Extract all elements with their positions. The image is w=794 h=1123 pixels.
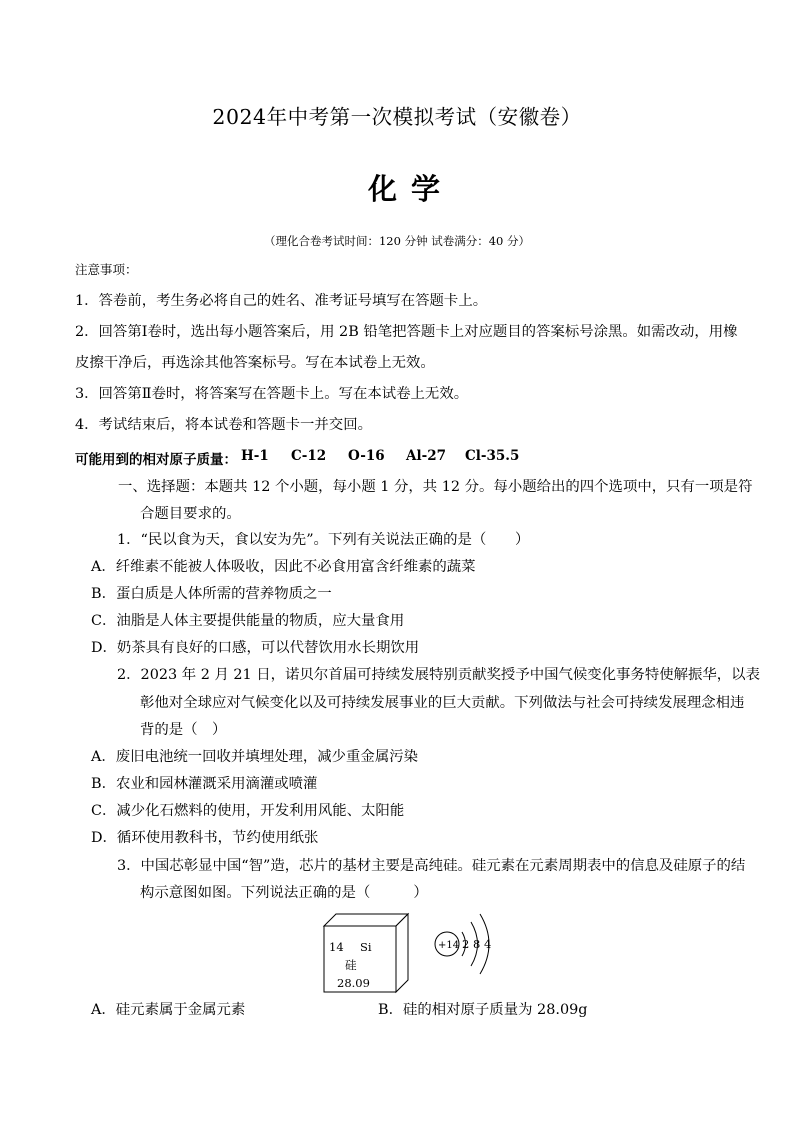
section-heading: 一、选择题：本题共 12 个小题，每小题 1 分，共 12 分。每小题给出的四个选项中，只有一项是符 xyxy=(118,479,753,495)
atomic-mass-c: C-12 xyxy=(291,448,327,464)
atomic-mass-h: H-1 xyxy=(241,448,269,464)
question-3-option-a: A．硅元素属于金属元素 xyxy=(91,1002,246,1018)
note-item-4: 4．考试结束后，将本试卷和答题卡一并交回。 xyxy=(75,417,372,433)
exam-title: 2024年中考第一次模拟考试（安徽卷） xyxy=(212,105,582,129)
question-2-stem-cont-2: 背的是（ ） xyxy=(140,722,227,738)
note-item-2: 2．回答第Ⅰ卷时，选出每小题答案后，用 2B 铅笔把答题卡上对应题目的答案标号涂黑。如需改动，用橡 xyxy=(75,324,738,340)
note-item-3: 3．回答第Ⅱ卷时，将答案写在答题卡上。写在本试卷上无效。 xyxy=(75,386,469,402)
element-symbol: Si xyxy=(360,940,372,954)
question-1-option-d: D．奶茶具有良好的口感，可以代替饮用水长期饮用 xyxy=(91,640,420,656)
question-2-option-d: D．循环使用教科书，节约使用纸张 xyxy=(91,830,319,846)
atom-structure xyxy=(435,914,491,974)
question-2-stem-cont-1: 彰他对全球应对气候变化以及可持续发展事业的巨大贡献。下列做法与社会可持续发展理念相违 xyxy=(140,695,745,711)
element-mass: 28.09 xyxy=(337,976,370,990)
question-3-option-b: B．硅的相对原子质量为 28.09g xyxy=(378,1002,588,1018)
question-2-option-a: A．废旧电池统一回收并填埋处理，减少重金属污染 xyxy=(91,749,418,765)
question-1-stem: 1．“民以食为天，食以安为先”。下列有关说法正确的是（ ） xyxy=(117,532,530,548)
section-heading-cont: 合题目要求的。 xyxy=(140,506,241,522)
subject-title: 化学 xyxy=(367,172,454,206)
shell-electrons-2: 8 xyxy=(473,937,481,951)
atom-nucleus-charge: +14 xyxy=(438,940,460,951)
question-1-option-a: A．纤维素不能被人体吸收，因此不必食用富含纤维素的蔬菜 xyxy=(91,559,476,575)
question-3-stem-cont: 构示意图如图。下列说法正确的是（ ） xyxy=(140,885,428,901)
shell-electrons-3: 4 xyxy=(484,937,492,951)
shell-electrons-1: 2 xyxy=(462,937,470,951)
question-1-option-b: B．蛋白质是人体所需的营养物质之一 xyxy=(91,586,332,602)
note-item-2-cont: 皮擦干净后，再选涂其他答案标号。写在本试卷上无效。 xyxy=(75,355,435,371)
silicon-figure-svg xyxy=(316,908,506,994)
question-3-stem: 3．中国芯彰显中国“智”造，芯片的基材主要是高纯硅。硅元素在元素周期表中的信息及硅原子的结 xyxy=(117,858,746,874)
atomic-mass-al: Al-27 xyxy=(406,448,446,464)
note-item-1: 1．答卷前，考生务必将自己的姓名、准考证号填写在答题卡上。 xyxy=(75,293,488,309)
question-2-option-b: B．农业和园林灌溉采用滴灌或喷灌 xyxy=(91,776,318,792)
question-1-option-c: C．油脂是人体主要提供能量的物质，应大量食用 xyxy=(91,613,405,629)
element-atomic-number: 14 xyxy=(329,940,344,954)
question-2-stem: 2．2023 年 2 月 21 日，诺贝尔首届可持续发展特别贡献奖授予中国气候变化事务特使解振华，以表 xyxy=(117,667,760,683)
exam-info: （理化合卷考试时间：120 分钟 试卷满分：40 分） xyxy=(263,234,531,248)
atomic-mass-label: 可能用到的相对原子质量： xyxy=(75,452,237,468)
notes-heading: 注意事项： xyxy=(75,262,138,277)
element-name: 硅 xyxy=(345,958,357,972)
question-2-option-c: C．减少化石燃料的使用，开发利用风能、太阳能 xyxy=(91,803,405,819)
atomic-mass-o: O-16 xyxy=(348,448,385,464)
silicon-figure xyxy=(316,908,506,998)
atomic-mass-cl: Cl-35.5 xyxy=(465,448,520,464)
